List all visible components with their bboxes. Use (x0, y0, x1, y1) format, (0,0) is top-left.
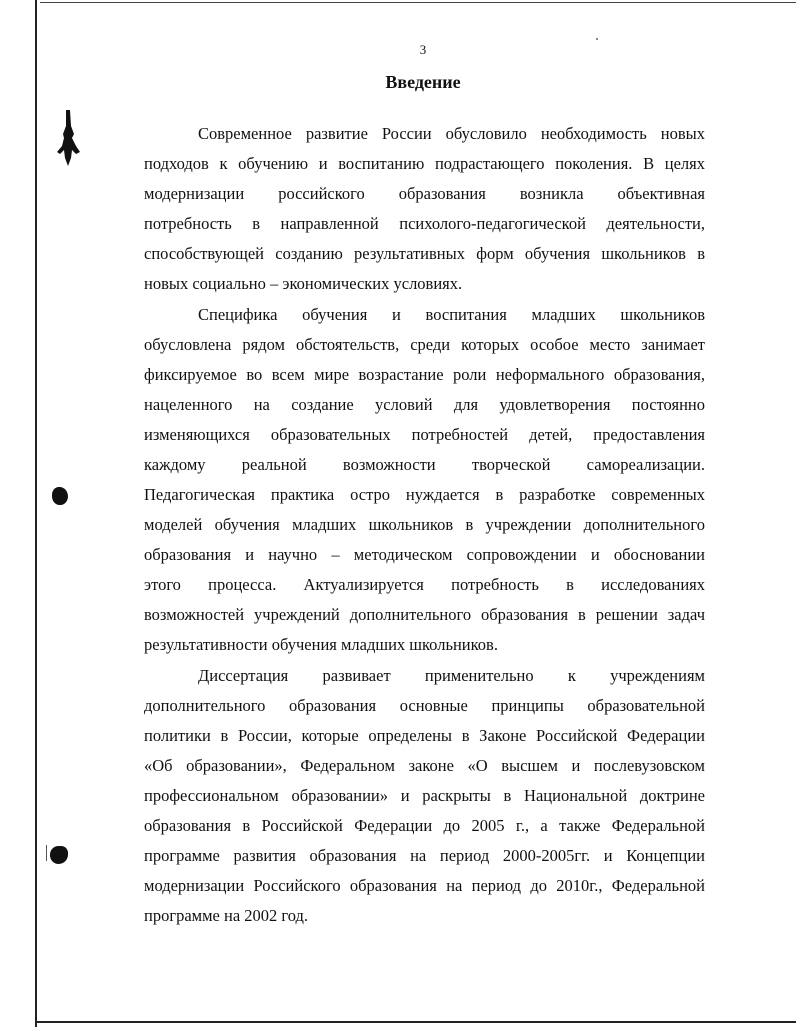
scan-bottom-edge (36, 1021, 796, 1023)
punch-hole-mark (52, 487, 68, 505)
punch-hole-mark (50, 846, 68, 864)
paragraph-line: образования и научно – методическом сопровождении и обосновании (144, 545, 705, 564)
paragraph-line: Педагогическая практика остро нуждается в разработке современных (144, 485, 705, 504)
paragraph-line: новых социально – экономических условиях. (144, 274, 463, 293)
paragraph-line: Специфика обучения и воспитания младших школьников (198, 305, 705, 324)
paragraph-line: «Об образовании», Федеральном законе «О высшем и послевузовском (144, 756, 705, 775)
paragraph-line: дополнительного образования основные принципы образовательной (144, 696, 705, 715)
paragraph-line: нацеленного на создание условий для удовлетворения постоянно (144, 395, 705, 414)
paragraph-line: фиксируемое во всем мире возрастание роли неформального образования, (144, 365, 705, 384)
paragraph-line: профессиональном образовании» и раскрыты в Национальной доктрине (144, 786, 705, 805)
scan-dust-mark (596, 38, 598, 40)
paragraph-line: этого процесса. Актуализируется потребность в исследованиях (144, 575, 705, 594)
paragraph-line: модернизации Российского образования на период до 2010г., Федеральной (144, 876, 705, 895)
paragraph-line: результативности обучения младших школьников. (144, 635, 498, 654)
page-number: 3 (419, 42, 427, 57)
paragraph-line: изменяющихся образовательных потребностей детей, предоставления (144, 425, 705, 444)
paragraph-line: Современное развитие России обусловило необходимость новых (198, 124, 705, 143)
page-title: Введение (385, 72, 461, 92)
paragraph-line: моделей обучения младших школьников в учреждении дополнительного (144, 515, 705, 534)
paragraph-line: обусловлена рядом обстоятельств, среди которых особое место занимает (144, 335, 705, 354)
paragraph-line: каждому реальной возможности творческой самореализации. (144, 455, 705, 474)
paragraph-line: способствующей созданию результативных форм обучения школьников в (144, 244, 705, 263)
paragraph-line: Диссертация развивает применительно к учреждениям (198, 666, 705, 685)
paragraph-line: возможностей учреждений дополнительного образования в решении задач (144, 605, 705, 624)
paragraph-line: программе развития образования на период 2000-2005гг. и Концепции (144, 846, 705, 865)
paragraph-line: модернизации российского образования возникла объективная (144, 184, 705, 203)
paragraph-line: потребность в направленной психолого-педагогической деятельности, (144, 214, 705, 233)
paragraph-line: программе на 2002 год. (144, 906, 309, 925)
binding-mark-icon (56, 108, 82, 168)
paragraph-line: политики в России, которые определены в Законе Российской Федерации (144, 726, 705, 745)
scan-top-edge (40, 2, 796, 3)
paragraph-line: подходов к обучению и воспитанию подрастающего поколения. В целях (144, 154, 705, 173)
scan-left-edge (35, 0, 37, 1027)
paragraph-line: образования в Российской Федерации до 2005 г., а также Федеральной (144, 816, 705, 835)
scan-tick-mark (46, 845, 47, 861)
